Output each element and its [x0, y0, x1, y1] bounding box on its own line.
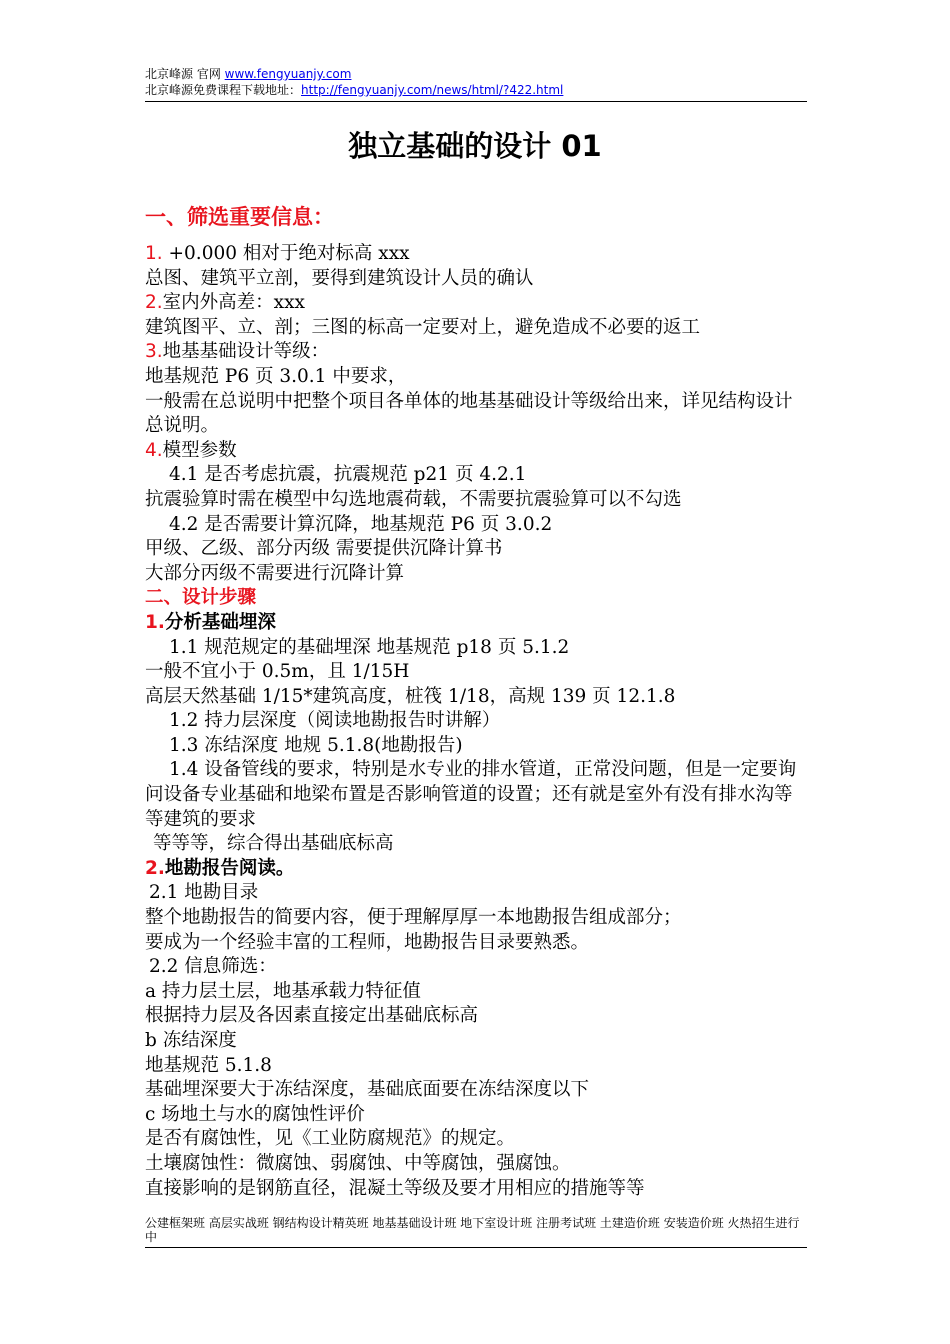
- point-a-desc: 根据持力层及各因素直接定出基础底标高: [145, 1005, 479, 1027]
- step-2-1-desc-2: 要成为一个经验丰富的工程师，地勘报告目录要熟悉。: [145, 931, 590, 953]
- point-b-desc-2: 基础埋深要大于冻结深度，基础底面要在冻结深度以下: [145, 1079, 590, 1101]
- item-4-2: 4.2 是否需要计算沉降，地基规范 P6 页 3.0.2: [169, 513, 553, 535]
- item-2: 2.室内外高差：xxx: [145, 292, 305, 314]
- header-line-2: [145, 82, 807, 98]
- point-b: b 冻结深度: [145, 1030, 237, 1051]
- step-1-4: 1.4 设备管线的要求，特别是水专业的排水管道，正常没问题，但是一定要询问设备专业基础和地梁布置是否影响管道的设置；还有就是室外有没有排水沟等等建筑的要求: [145, 759, 797, 830]
- point-b-desc-1: 地基规范 5.1.8: [145, 1054, 272, 1076]
- header-download-label: 北京峰源免费课程下载地址：: [145, 83, 302, 97]
- item-3-desc-1: 地基规范 P6 页 3.0.1 中要求，: [145, 365, 407, 387]
- item-4-2-desc-1: 甲级、乙级、部分丙级 需要提供沉降计算书: [145, 538, 503, 560]
- step-1: 1.分析基础埋深: [145, 611, 276, 633]
- step-1-1: 1.1 规范规定的基础埋深 地基规范 p18 页 5.1.2: [169, 636, 570, 658]
- item-4: 4.模型参数: [145, 439, 237, 461]
- step-1-1-desc-1: 一般不宜小于 0.5m，且 1/15H: [145, 661, 410, 683]
- item-4-1: 4.1 是否考虑抗震，抗震规范 p21 页 4.2.1: [169, 464, 527, 486]
- step-2-1-desc-1: 整个地勘报告的简要内容，便于理解厚厚一本地勘报告组成部分；: [145, 907, 682, 929]
- item-4-2-desc-2: 大部分丙级不需要进行沉降计算: [145, 562, 405, 584]
- document-body: [145, 242, 810, 1201]
- header-line-1: [145, 66, 807, 82]
- step-2-1: 2.1 地勘目录: [149, 882, 259, 904]
- section-2-heading: 二、设计步骤: [145, 587, 257, 609]
- official-site-link[interactable]: www.fengyuanjy.com: [224, 67, 352, 81]
- step-2-2: 2.2 信息筛选：: [149, 956, 277, 978]
- footer-divider: [145, 1247, 807, 1248]
- section-1-heading: 一、筛选重要信息：: [145, 205, 334, 229]
- item-3-desc-2: 一般需在总说明中把整个项目各单体的地基基础设计等级给出来，详见结构设计总说明。: [145, 390, 793, 437]
- step-1-1-desc-2: 高层天然基础 1/15*建筑高度，桩筏 1/18，高规 139 页 12.1.8: [145, 685, 676, 707]
- point-a: a 持力层土层，地基承载力特征值: [145, 980, 421, 1002]
- item-4-1-desc: 抗震验算时需在模型中勾选地震荷载，不需要抗震验算可以不勾选: [145, 488, 682, 510]
- item-1-desc: 总图、建筑平立剖，要得到建筑设计人员的确认: [145, 267, 534, 289]
- header-site-label: 北京峰源 官网: [145, 67, 225, 81]
- course-download-link[interactable]: http://fengyuanjy.com/news/html/?422.html: [301, 83, 564, 97]
- item-1: 1. +0.000 相对于绝对标高 xxx: [145, 243, 410, 264]
- point-c-desc-2: 土壤腐蚀性：微腐蚀、弱腐蚀、中等腐蚀，强腐蚀。: [145, 1152, 571, 1174]
- item-2-desc: 建筑图平、立、剖；三图的标高一定要对上，避免造成不必要的返工: [145, 316, 701, 338]
- step-1-3: 1.3 冻结深度 地规 5.1.8(地勘报告): [169, 734, 463, 756]
- step-1-4-tail: 等等等，综合得出基础底标高: [153, 833, 394, 855]
- page-footer: 公建框架班 高层实战班 钢结构设计精英班 地基基础设计班 地下室设计班 注册考试班 土建造价班 安装造价班 火热招生进行中: [145, 1216, 800, 1244]
- page-header: [145, 66, 807, 98]
- point-c-desc-1: 是否有腐蚀性，见《工业防腐规范》的规定。: [145, 1128, 516, 1150]
- point-c-desc-3: 直接影响的是钢筋直径，混凝土等级及要才用相应的措施等等: [145, 1177, 645, 1199]
- header-divider: [145, 101, 807, 102]
- step-1-2: 1.2 持力层深度（阅读地勘报告时讲解）: [169, 710, 501, 732]
- item-3: 3.地基基础设计等级：: [145, 341, 330, 363]
- point-c: c 场地土与水的腐蚀性评价: [145, 1103, 365, 1125]
- document-title: 独立基础的设计 01: [348, 129, 602, 163]
- step-2: 2.地勘报告阅读。: [145, 857, 295, 879]
